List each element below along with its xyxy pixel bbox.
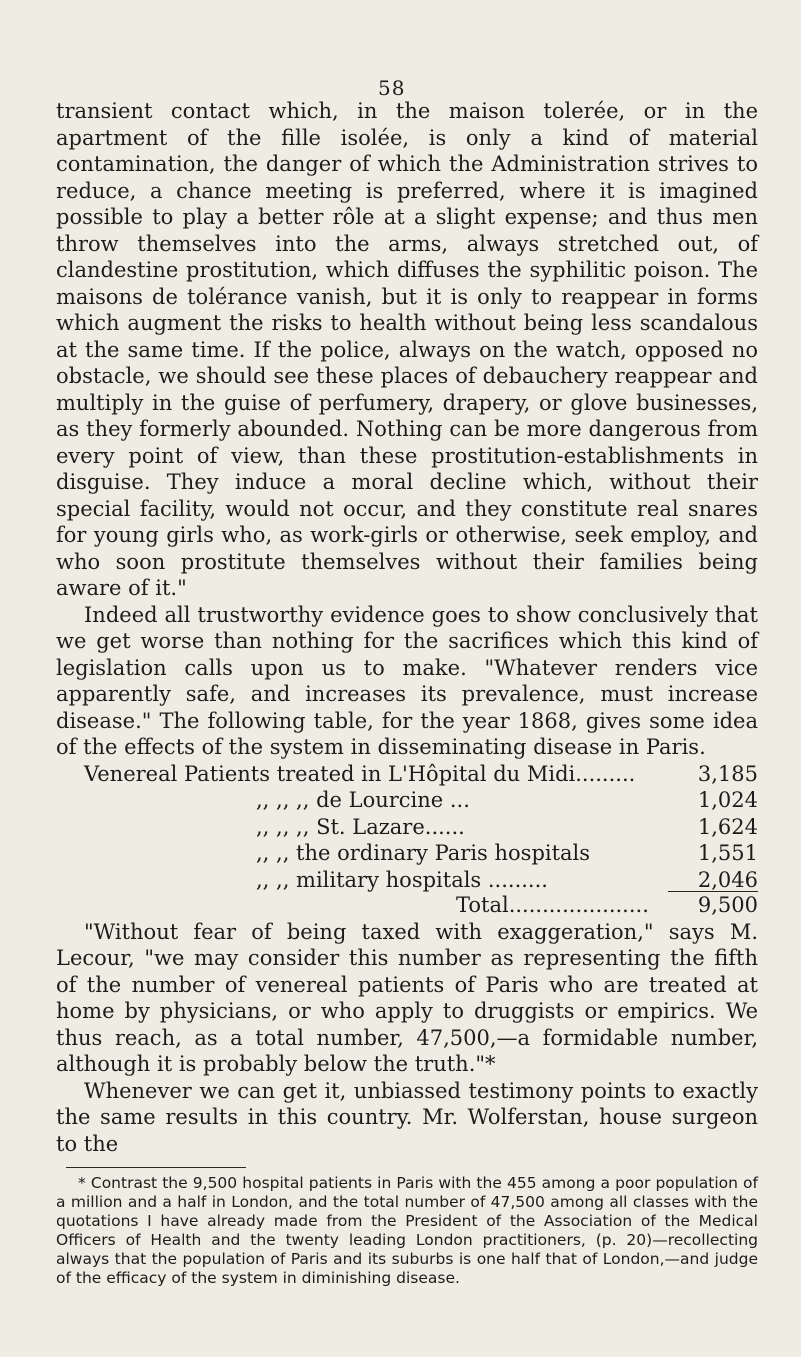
paragraph: Indeed all trustworthy evidence goes to show conclusively that we get worse than nothing for the sacrifices which this kind of legislation calls upon us to make. "Whatever renders vice apparently safe, and increases its prevalence, must increase disease." The following table, for the year 1868, gives some idea of the effects of the system in disseminating disease in Paris.: [56, 602, 758, 759]
row-value: 2,046: [697, 867, 758, 892]
total-value: 9,500: [697, 893, 758, 917]
table-row: [56, 761, 758, 788]
table-row: [56, 867, 758, 894]
paragraph: Whenever we can get it, unbiassed testimony points to exactly the same results in this country. Mr. Wolferstan, house surgeon to the: [56, 1078, 758, 1156]
table-row: [56, 787, 758, 814]
table-row: [56, 814, 758, 841]
page-number: 58: [378, 76, 406, 100]
row-label: ,, ,, ,, de Lourcine ...: [256, 788, 470, 812]
table-total-row: [56, 892, 758, 919]
row-value: 1,624: [697, 814, 758, 839]
row-label: ,, ,, the ordinary Paris hospitals: [256, 841, 591, 865]
row-label: Venereal Patients treated in L'Hôpital du Midi.........: [84, 761, 636, 786]
row-label: ,, ,, ,, St. Lazare......: [256, 814, 465, 839]
total-label: Total.....................: [456, 893, 649, 917]
page-body: [56, 98, 758, 1288]
table-row: [56, 840, 758, 867]
row-value: 3,185: [697, 761, 758, 786]
footnote-text: * Contrast the 9,500 hospital patients in Paris with the 455 among a poor population of a million and a half in London, and the total number of 47,500 among all classes with the quotations I have already made from the President of the Association of the Medical Officers of Health and the twenty leading London practitioners, (p. 20)—recollecting always that the population of Paris and its suburbs is one half that of London,—and judge of the efficacy of the system in diminishing disease.: [56, 1174, 758, 1287]
paragraph-continued: transient contact which, in the maison tolerée, or in the apartment of the fille isolée, is only a kind of material contamination, the danger of which the Administration strives to reduce, a chance meeting is preferred, where it is imagined possible to play a better rôle at a slight expense; and thus men throw themselves into the arms, always stretched out, of clandestine prostitution, which diffuses the syphilitic poison. The maisons de tolérance vanish, but it is only to reappear in forms which augment the risks to health without being less scandalous at the same time. If the police, always on the watch, opposed no obstacle, we should see these places of debauchery reappear and multiply in the guise of perfumery, drapery, or glove businesses, as they formerly abounded. Nothing can be more dangerous from every point of view, than these prostitution-establishments in disguise. They induce a moral decline which, without their special facility, would not occur, and they constitute real snares for young girls who, as work-girls or otherwise, seek employ, and who soon prostitute themselves without their families being aware of it.": [56, 99, 758, 600]
statistics-table: [56, 761, 758, 919]
footnote-rule: [66, 1167, 246, 1168]
footnote: [56, 1174, 758, 1288]
row-label: ,, ,, military hospitals .........: [256, 867, 548, 892]
paragraph: "Without fear of being taxed with exaggeration," says M. Lecour, "we may consider this number as representing the fifth of the number of venereal patients of Paris who are treated at home by physicians, or who apply to druggists or empirics. We thus reach, as a total number, 47,500,—a formidable number, although it is probably below the truth."*: [56, 919, 758, 1076]
row-value: 1,024: [697, 788, 758, 812]
row-value: 1,551: [697, 841, 758, 865]
